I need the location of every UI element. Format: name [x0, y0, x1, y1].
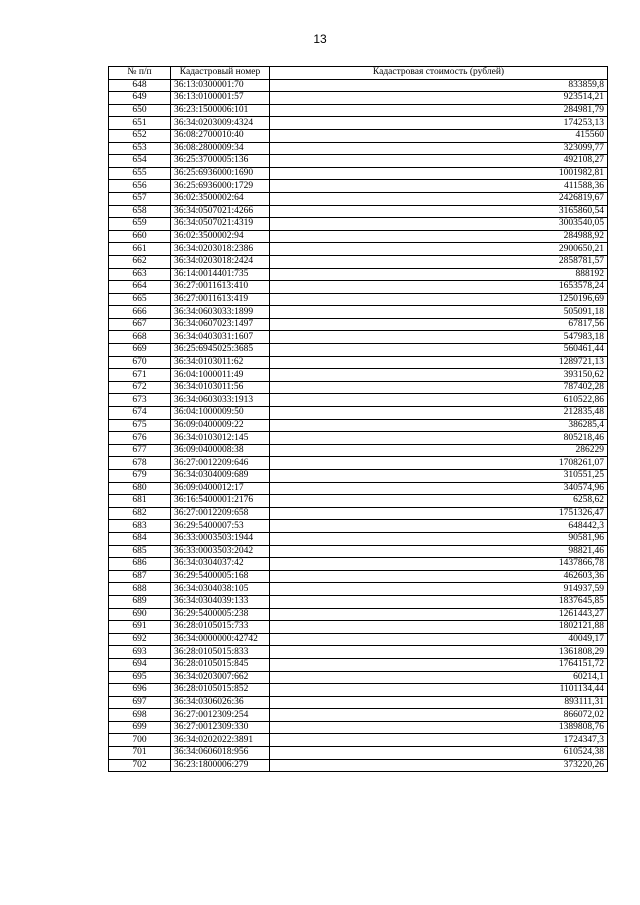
row-number-cell: 655 — [109, 167, 171, 180]
cadastral-value-cell: 1389808,76 — [270, 721, 608, 734]
cadastral-value-cell: 547983,18 — [270, 331, 608, 344]
cadastral-number-cell: 36:28:0105015:833 — [171, 646, 270, 659]
cadastral-value-cell: 284981,79 — [270, 104, 608, 117]
header-row-number: № п/п — [109, 67, 171, 80]
cadastral-number-cell: 36:34:0507021:4319 — [171, 218, 270, 231]
table-row — [109, 129, 608, 142]
cadastral-value-cell: 1101134,44 — [270, 684, 608, 697]
table-row — [109, 671, 608, 684]
row-number-cell: 702 — [109, 759, 171, 772]
cadastral-value-cell: 923514,21 — [270, 92, 608, 105]
cadastral-number-cell: 36:34:0603033:1913 — [171, 394, 270, 407]
row-number-cell: 692 — [109, 633, 171, 646]
table-row — [109, 646, 608, 659]
cadastral-value-cell: 60214,1 — [270, 671, 608, 684]
cadastral-value-cell: 323099,77 — [270, 142, 608, 155]
cadastral-number-cell: 36:34:0607023:1497 — [171, 318, 270, 331]
row-number-cell: 667 — [109, 318, 171, 331]
row-number-cell: 694 — [109, 658, 171, 671]
row-number-cell: 693 — [109, 646, 171, 659]
table-row — [109, 658, 608, 671]
table-header-row — [109, 67, 608, 80]
cadastral-value-cell: 90581,96 — [270, 532, 608, 545]
table-row — [109, 507, 608, 520]
cadastral-number-cell: 36:27:0012209:646 — [171, 457, 270, 470]
row-number-cell: 688 — [109, 583, 171, 596]
row-number-cell: 672 — [109, 381, 171, 394]
row-number-cell: 698 — [109, 709, 171, 722]
cadastral-number-cell: 36:13:0100001:57 — [171, 92, 270, 105]
table-row — [109, 444, 608, 457]
row-number-cell: 653 — [109, 142, 171, 155]
header-cadastral-value: Кадастровая стоимость (рублей) — [270, 67, 608, 80]
row-number-cell: 660 — [109, 230, 171, 243]
table-row — [109, 344, 608, 357]
cadastral-number-cell: 36:09:0400008:38 — [171, 444, 270, 457]
cadastral-value-cell: 1751326,47 — [270, 507, 608, 520]
row-number-cell: 687 — [109, 570, 171, 583]
row-number-cell: 664 — [109, 281, 171, 294]
row-number-cell: 696 — [109, 684, 171, 697]
cadastral-number-cell: 36:34:0000000:42742 — [171, 633, 270, 646]
table-row — [109, 734, 608, 747]
table-row — [109, 356, 608, 369]
cadastral-value-cell: 3165860,54 — [270, 205, 608, 218]
cadastral-value-cell: 284988,92 — [270, 230, 608, 243]
cadastral-value-cell: 1708261,07 — [270, 457, 608, 470]
table-row — [109, 432, 608, 445]
cadastral-number-cell: 36:34:0203007:662 — [171, 671, 270, 684]
cadastral-number-cell: 36:25:6936000:1690 — [171, 167, 270, 180]
row-number-cell: 671 — [109, 369, 171, 382]
table-row — [109, 155, 608, 168]
cadastral-number-cell: 36:34:0304039:133 — [171, 595, 270, 608]
row-number-cell: 676 — [109, 432, 171, 445]
cadastral-number-cell: 36:02:3500002:94 — [171, 230, 270, 243]
cadastral-number-cell: 36:09:0400012:17 — [171, 482, 270, 495]
cadastral-value-cell: 373220,26 — [270, 759, 608, 772]
cadastral-number-cell: 36:28:0105015:733 — [171, 621, 270, 634]
row-number-cell: 675 — [109, 419, 171, 432]
table-row — [109, 545, 608, 558]
cadastral-number-cell: 36:34:0304009:689 — [171, 470, 270, 483]
table-row — [109, 394, 608, 407]
row-number-cell: 659 — [109, 218, 171, 231]
row-number-cell: 686 — [109, 558, 171, 571]
table-row — [109, 470, 608, 483]
row-number-cell: 690 — [109, 608, 171, 621]
table-row — [109, 92, 608, 105]
cadastral-number-cell: 36:34:0103012:145 — [171, 432, 270, 445]
table-row — [109, 180, 608, 193]
cadastral-number-cell: 36:29:5400005:238 — [171, 608, 270, 621]
cadastral-number-cell: 36:33:0003503:2042 — [171, 545, 270, 558]
cadastral-value-cell: 212835,48 — [270, 407, 608, 420]
table-row — [109, 759, 608, 772]
row-number-cell: 669 — [109, 344, 171, 357]
cadastral-value-cell: 340574,96 — [270, 482, 608, 495]
cadastral-number-cell: 36:27:0011613:419 — [171, 293, 270, 306]
cadastral-number-cell: 36:04:1000011:49 — [171, 369, 270, 382]
cadastral-number-cell: 36:34:0606018:956 — [171, 747, 270, 760]
row-number-cell: 699 — [109, 721, 171, 734]
table-row — [109, 306, 608, 319]
cadastral-number-cell: 36:13:0300001:70 — [171, 79, 270, 92]
table-row — [109, 331, 608, 344]
row-number-cell: 670 — [109, 356, 171, 369]
table-row — [109, 558, 608, 571]
cadastral-number-cell: 36:33:0003503:1944 — [171, 532, 270, 545]
cadastral-number-cell: 36:34:0403031:1607 — [171, 331, 270, 344]
table-row — [109, 570, 608, 583]
cadastral-value-cell: 505091,18 — [270, 306, 608, 319]
cadastral-value-cell: 1001982,81 — [270, 167, 608, 180]
cadastral-number-cell: 36:23:1800006:279 — [171, 759, 270, 772]
cadastral-number-cell: 36:34:0103011:62 — [171, 356, 270, 369]
cadastral-number-cell: 36:25:6945025:3685 — [171, 344, 270, 357]
table-row — [109, 205, 608, 218]
table-row — [109, 532, 608, 545]
table-row — [109, 142, 608, 155]
row-number-cell: 652 — [109, 129, 171, 142]
cadastral-number-cell: 36:02:3500002:64 — [171, 192, 270, 205]
cadastral-value-cell: 560461,44 — [270, 344, 608, 357]
row-number-cell: 673 — [109, 394, 171, 407]
row-number-cell: 682 — [109, 507, 171, 520]
cadastral-value-cell: 415560 — [270, 129, 608, 142]
cadastral-value-cell: 1837645,85 — [270, 595, 608, 608]
cadastral-number-cell: 36:23:1500006:101 — [171, 104, 270, 117]
cadastral-value-cell: 1289721,13 — [270, 356, 608, 369]
row-number-cell: 650 — [109, 104, 171, 117]
table-row — [109, 633, 608, 646]
cadastral-value-cell: 1764151,72 — [270, 658, 608, 671]
row-number-cell: 665 — [109, 293, 171, 306]
cadastral-value-cell: 174253,13 — [270, 117, 608, 130]
cadastral-value-cell: 2900650,21 — [270, 243, 608, 256]
cadastral-value-cell: 833859,8 — [270, 79, 608, 92]
cadastral-value-cell: 411588,36 — [270, 180, 608, 193]
cadastral-value-cell: 893111,31 — [270, 696, 608, 709]
table-row — [109, 709, 608, 722]
cadastral-number-cell: 36:25:6936000:1729 — [171, 180, 270, 193]
cadastral-value-cell: 1724347,3 — [270, 734, 608, 747]
cadastral-value-cell: 492108,27 — [270, 155, 608, 168]
cadastral-value-cell: 787402,28 — [270, 381, 608, 394]
row-number-cell: 663 — [109, 268, 171, 281]
cadastral-value-cell: 1802121,88 — [270, 621, 608, 634]
cadastral-number-cell: 36:29:5400005:168 — [171, 570, 270, 583]
table-row — [109, 696, 608, 709]
table-row — [109, 192, 608, 205]
table-row — [109, 369, 608, 382]
table-row — [109, 281, 608, 294]
table-row — [109, 419, 608, 432]
cadastral-number-cell: 36:09:0400009:22 — [171, 419, 270, 432]
row-number-cell: 677 — [109, 444, 171, 457]
cadastral-number-cell: 36:34:0304038:105 — [171, 583, 270, 596]
table-row — [109, 117, 608, 130]
cadastral-value-cell: 2426819,67 — [270, 192, 608, 205]
cadastral-value-cell: 610522,86 — [270, 394, 608, 407]
cadastral-value-cell: 393150,62 — [270, 369, 608, 382]
cadastral-value-cell: 98821,46 — [270, 545, 608, 558]
cadastral-value-cell: 1250196,69 — [270, 293, 608, 306]
row-number-cell: 649 — [109, 92, 171, 105]
table-row — [109, 255, 608, 268]
row-number-cell: 679 — [109, 470, 171, 483]
row-number-cell: 684 — [109, 532, 171, 545]
cadastral-number-cell: 36:34:0603033:1899 — [171, 306, 270, 319]
cadastral-value-cell: 914937,59 — [270, 583, 608, 596]
table-row — [109, 684, 608, 697]
table-row — [109, 407, 608, 420]
cadastral-number-cell: 36:34:0203018:2386 — [171, 243, 270, 256]
cadastral-number-cell: 36:28:0105015:845 — [171, 658, 270, 671]
cadastral-value-cell: 610524,38 — [270, 747, 608, 760]
table-row — [109, 218, 608, 231]
cadastral-number-cell: 36:29:5400007:53 — [171, 520, 270, 533]
row-number-cell: 654 — [109, 155, 171, 168]
cadastral-value-cell: 648442,3 — [270, 520, 608, 533]
row-number-cell: 695 — [109, 671, 171, 684]
cadastral-value-cell: 2858781,57 — [270, 255, 608, 268]
table-row — [109, 608, 608, 621]
table-row — [109, 243, 608, 256]
cadastral-number-cell: 36:04:1000009:50 — [171, 407, 270, 420]
cadastral-value-cell: 866072,02 — [270, 709, 608, 722]
table-row — [109, 167, 608, 180]
table-row — [109, 381, 608, 394]
cadastral-value-cell: 3003540,05 — [270, 218, 608, 231]
cadastral-number-cell: 36:14:0014401:735 — [171, 268, 270, 281]
cadastral-value-cell: 286229 — [270, 444, 608, 457]
cadastral-number-cell: 36:16:5400001:2176 — [171, 495, 270, 508]
row-number-cell: 683 — [109, 520, 171, 533]
header-cadastral-number: Кадастровый номер — [171, 67, 270, 80]
row-number-cell: 656 — [109, 180, 171, 193]
table-row — [109, 230, 608, 243]
cadastral-number-cell: 36:34:0507021:4266 — [171, 205, 270, 218]
cadastral-value-cell: 1437866,78 — [270, 558, 608, 571]
table-row — [109, 457, 608, 470]
cadastral-number-cell: 36:27:0012209:658 — [171, 507, 270, 520]
cadastral-number-cell: 36:34:0304037:42 — [171, 558, 270, 571]
cadastral-value-cell: 1361808,29 — [270, 646, 608, 659]
cadastral-number-cell: 36:34:0203009:4324 — [171, 117, 270, 130]
row-number-cell: 657 — [109, 192, 171, 205]
table-row — [109, 482, 608, 495]
table-row — [109, 318, 608, 331]
cadastral-value-cell: 386285,4 — [270, 419, 608, 432]
cadastral-value-cell: 1653578,24 — [270, 281, 608, 294]
cadastral-number-cell: 36:08:2700010:40 — [171, 129, 270, 142]
cadastral-value-cell: 1261443,27 — [270, 608, 608, 621]
table-row — [109, 721, 608, 734]
cadastral-number-cell: 36:27:0012309:254 — [171, 709, 270, 722]
row-number-cell: 648 — [109, 79, 171, 92]
row-number-cell: 666 — [109, 306, 171, 319]
cadastral-number-cell: 36:28:0105015:852 — [171, 684, 270, 697]
row-number-cell: 661 — [109, 243, 171, 256]
row-number-cell: 678 — [109, 457, 171, 470]
cadastral-value-cell: 67817,56 — [270, 318, 608, 331]
row-number-cell: 685 — [109, 545, 171, 558]
table-row — [109, 621, 608, 634]
row-number-cell: 658 — [109, 205, 171, 218]
cadastral-number-cell: 36:34:0306026:36 — [171, 696, 270, 709]
table-row — [109, 747, 608, 760]
cadastral-number-cell: 36:08:2800009:34 — [171, 142, 270, 155]
table-row — [109, 79, 608, 92]
row-number-cell: 701 — [109, 747, 171, 760]
cadastral-value-table — [108, 66, 608, 772]
cadastral-value-cell: 805218,46 — [270, 432, 608, 445]
row-number-cell: 668 — [109, 331, 171, 344]
cadastral-number-cell: 36:25:3700005:136 — [171, 155, 270, 168]
cadastral-number-cell: 36:34:0202022:3891 — [171, 734, 270, 747]
row-number-cell: 691 — [109, 621, 171, 634]
row-number-cell: 681 — [109, 495, 171, 508]
table-row — [109, 104, 608, 117]
table-row — [109, 293, 608, 306]
cadastral-value-cell: 462603,36 — [270, 570, 608, 583]
table-row — [109, 268, 608, 281]
cadastral-number-cell: 36:27:0012309:330 — [171, 721, 270, 734]
cadastral-value-cell: 888192 — [270, 268, 608, 281]
row-number-cell: 689 — [109, 595, 171, 608]
row-number-cell: 697 — [109, 696, 171, 709]
cadastral-value-cell: 6258,62 — [270, 495, 608, 508]
table-row — [109, 595, 608, 608]
row-number-cell: 680 — [109, 482, 171, 495]
cadastral-number-cell: 36:34:0103011:56 — [171, 381, 270, 394]
cadastral-value-cell: 40049,17 — [270, 633, 608, 646]
row-number-cell: 662 — [109, 255, 171, 268]
table-row — [109, 520, 608, 533]
table-row — [109, 583, 608, 596]
table-body — [109, 79, 608, 772]
table-row — [109, 495, 608, 508]
cadastral-value-cell: 310551,25 — [270, 470, 608, 483]
row-number-cell: 700 — [109, 734, 171, 747]
cadastral-number-cell: 36:27:0011613:410 — [171, 281, 270, 294]
row-number-cell: 651 — [109, 117, 171, 130]
row-number-cell: 674 — [109, 407, 171, 420]
page-number: 13 — [313, 32, 327, 46]
cadastral-number-cell: 36:34:0203018:2424 — [171, 255, 270, 268]
